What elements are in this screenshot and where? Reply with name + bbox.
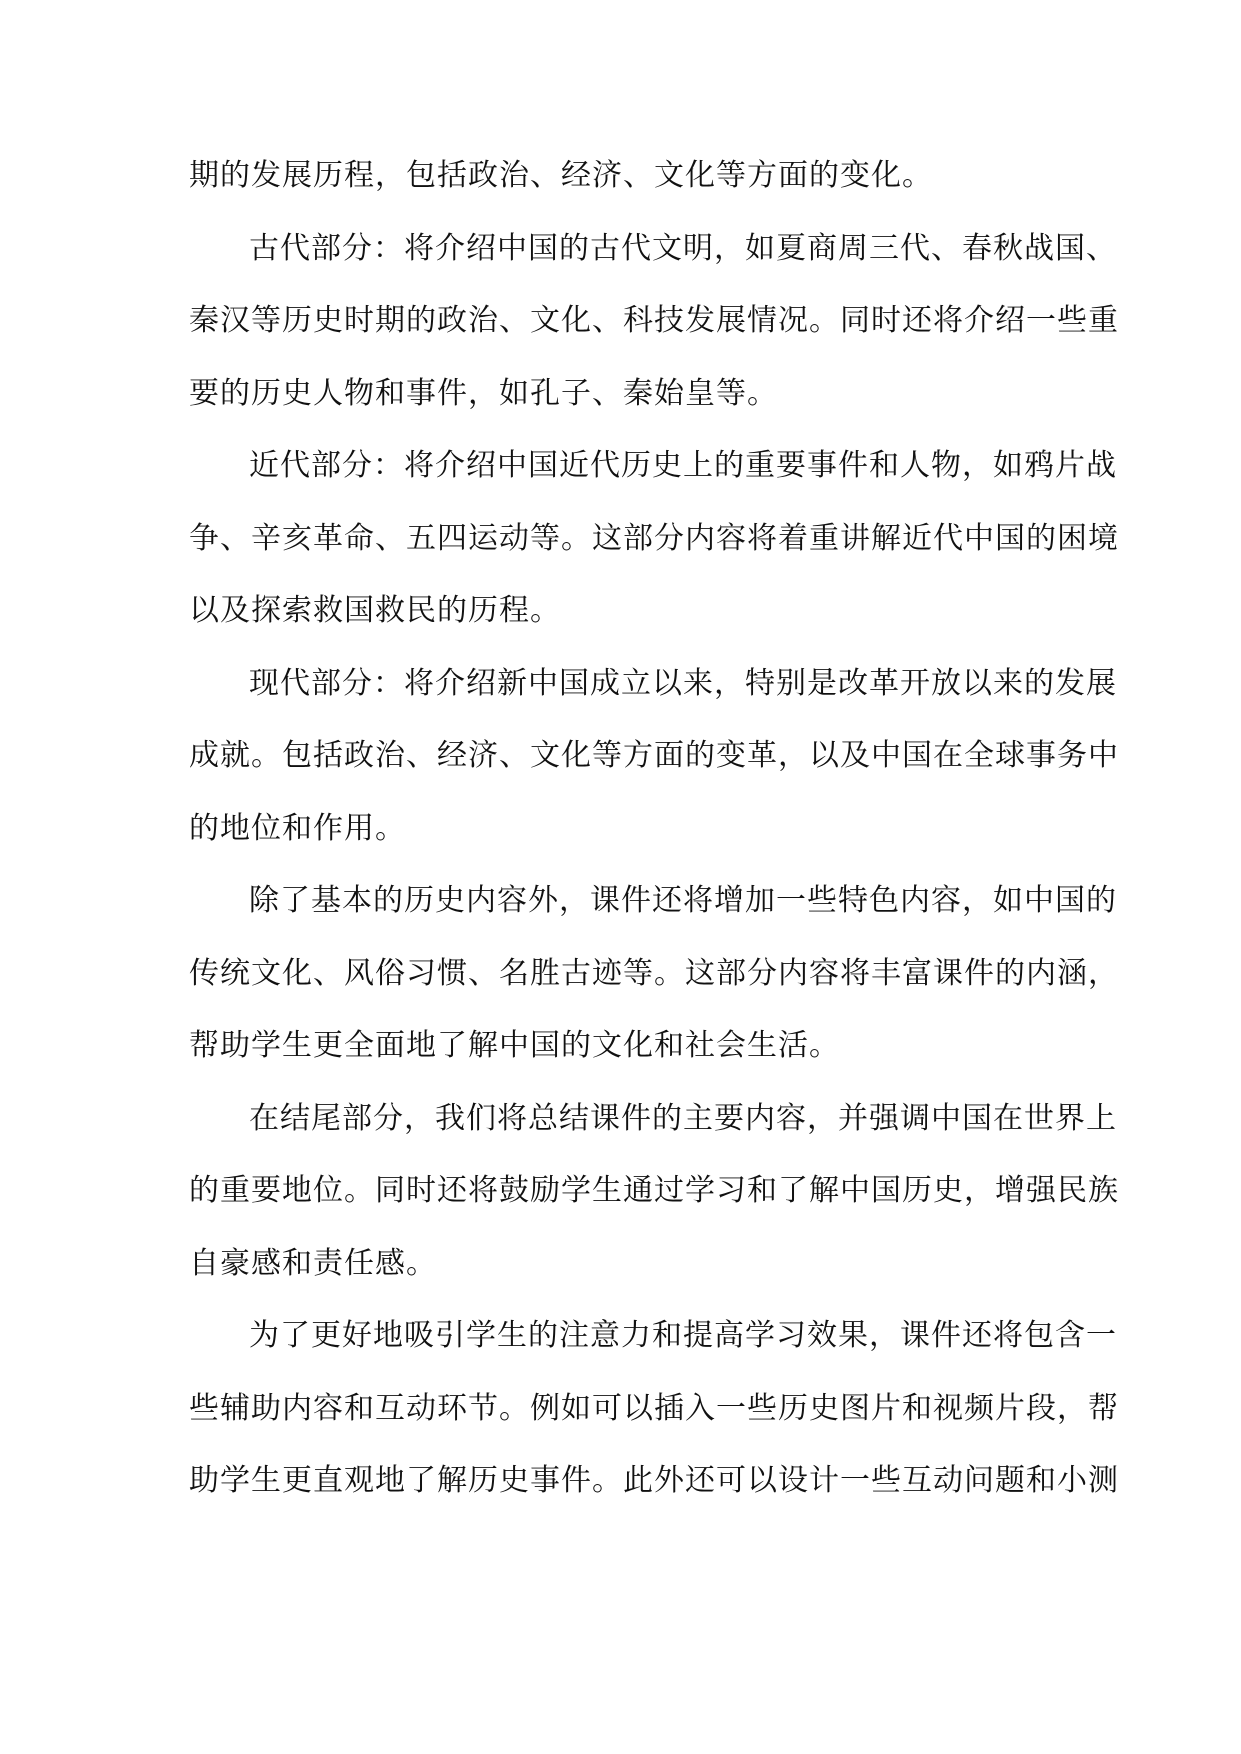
paragraph-start-line: 古代部分：将介绍中国的古代文明，如夏商周三代、春秋战国、 bbox=[249, 230, 1117, 266]
text-line: 帮助学生更全面地了解中国的文化和社会生活。 bbox=[189, 1028, 840, 1063]
text-line: 助学生更直观地了解历史事件。此外还可以设计一些互动问题和小测 bbox=[189, 1463, 1119, 1498]
text-line: 期的发展历程，包括政治、经济、文化等方面的变化。 bbox=[189, 158, 933, 193]
paragraph-start-line: 在结尾部分，我们将总结课件的主要内容，并强调中国在世界上 bbox=[249, 1100, 1117, 1136]
text-line: 成就。包括政治、经济、文化等方面的变革，以及中国在全球事务中 bbox=[189, 738, 1119, 773]
text-line: 以及探索救国救民的历程。 bbox=[189, 593, 561, 628]
text-line: 传统文化、风俗习惯、名胜古迹等。这部分内容将丰富课件的内涵， bbox=[189, 955, 1119, 991]
paragraph-start-line: 除了基本的历史内容外，课件还将增加一些特色内容，如中国的 bbox=[249, 883, 1117, 918]
text-line: 秦汉等历史时期的政治、文化、科技发展情况。同时还将介绍一些重 bbox=[189, 303, 1119, 338]
text-line: 要的历史人物和事件，如孔子、秦始皇等。 bbox=[189, 375, 778, 411]
document-body bbox=[189, 140, 1119, 1518]
text-line: 的重要地位。同时还将鼓励学生通过学习和了解中国历史，增强民族 bbox=[189, 1173, 1119, 1208]
paragraph-start-line: 为了更好地吸引学生的注意力和提高学习效果，课件还将包含一 bbox=[249, 1318, 1117, 1353]
paragraph-start-line: 近代部分：将介绍中国近代历史上的重要事件和人物，如鸦片战 bbox=[249, 448, 1117, 483]
text-line: 争、辛亥革命、五四运动等。这部分内容将着重讲解近代中国的困境 bbox=[189, 520, 1119, 556]
text-line: 的地位和作用。 bbox=[189, 810, 406, 846]
text-line: 自豪感和责任感。 bbox=[189, 1245, 437, 1281]
text-line: 些辅助内容和互动环节。例如可以插入一些历史图片和视频片段，帮 bbox=[189, 1390, 1119, 1426]
paragraph-start-line: 现代部分：将介绍新中国成立以来，特别是改革开放以来的发展 bbox=[249, 665, 1117, 701]
